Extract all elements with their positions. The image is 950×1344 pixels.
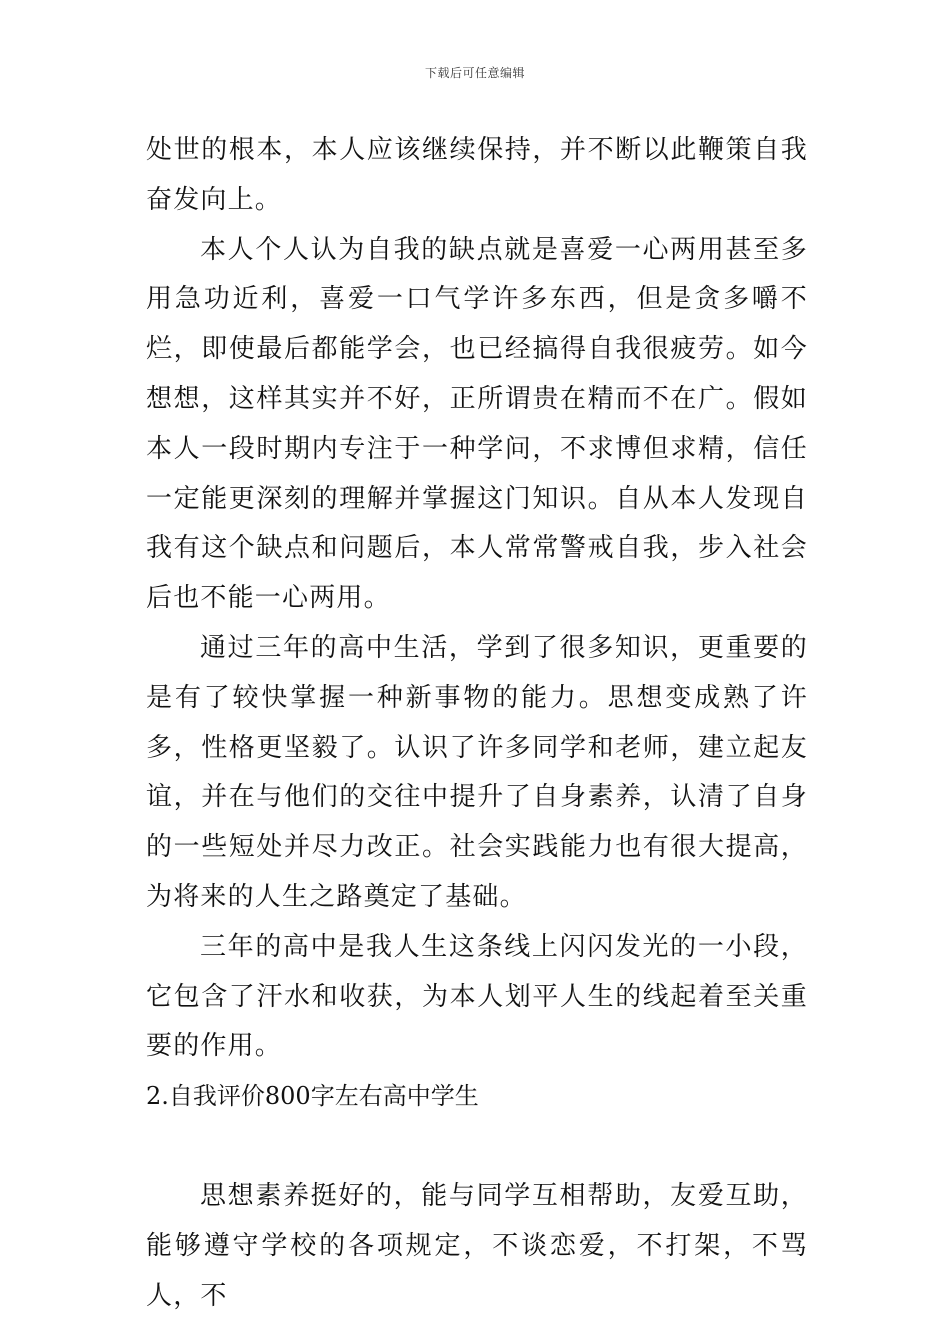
paragraph-conclusion: 三年的高中是我人生这条线上闪闪发光的一小段，它包含了汗水和收获，为本人划平人生的线起着至关重要的作用。 [146, 931, 808, 1062]
paragraph-continued: 处世的根本，本人应该继续保持，并不断以此鞭策自我奋发向上。 [146, 135, 808, 215]
paragraph-shortcomings: 本人个人认为自我的缺点就是喜爱一心两用甚至多用急功近利，喜爱一口气学许多东西，但是贪多嚼不烂，即使最后都能学会，也已经搞得自我很疲劳。如今想想，这样其实并不好，正所谓贵在精而不在广。假如本人一段时期内专注于一种学问，不求博但求精，信任一定能更深刻的理解并掌握这门知识。自从本人发现自我有这个缺点和问题后，本人常常警戒自我，步入社会后也不能一心两用。 [146, 234, 808, 614]
blank-line [146, 1122, 808, 1172]
paragraph-high-school-gains: 通过三年的高中生活，学到了很多知识，更重要的是有了较快掌握一种新事物的能力。思想变成熟了许多，性格更坚毅了。认识了许多同学和老师，建立起友谊，并在与他们的交往中提升了自身素养，认清了自身的一些短处并尽力改正。社会实践能力也有很大提高，为将来的人生之路奠定了基础。 [146, 632, 808, 912]
section-heading: 2.自我评价800字左右高中学生 [146, 1082, 479, 1111]
page-header: 下载后可任意编辑 [424, 66, 525, 80]
paragraph-section-body: 思想素养挺好的，能与同学互相帮助，友爱互助，能够遵守学校的各项规定，不谈恋爱，不打架，不骂人，不 [146, 1180, 808, 1311]
document-body [146, 126, 808, 1321]
